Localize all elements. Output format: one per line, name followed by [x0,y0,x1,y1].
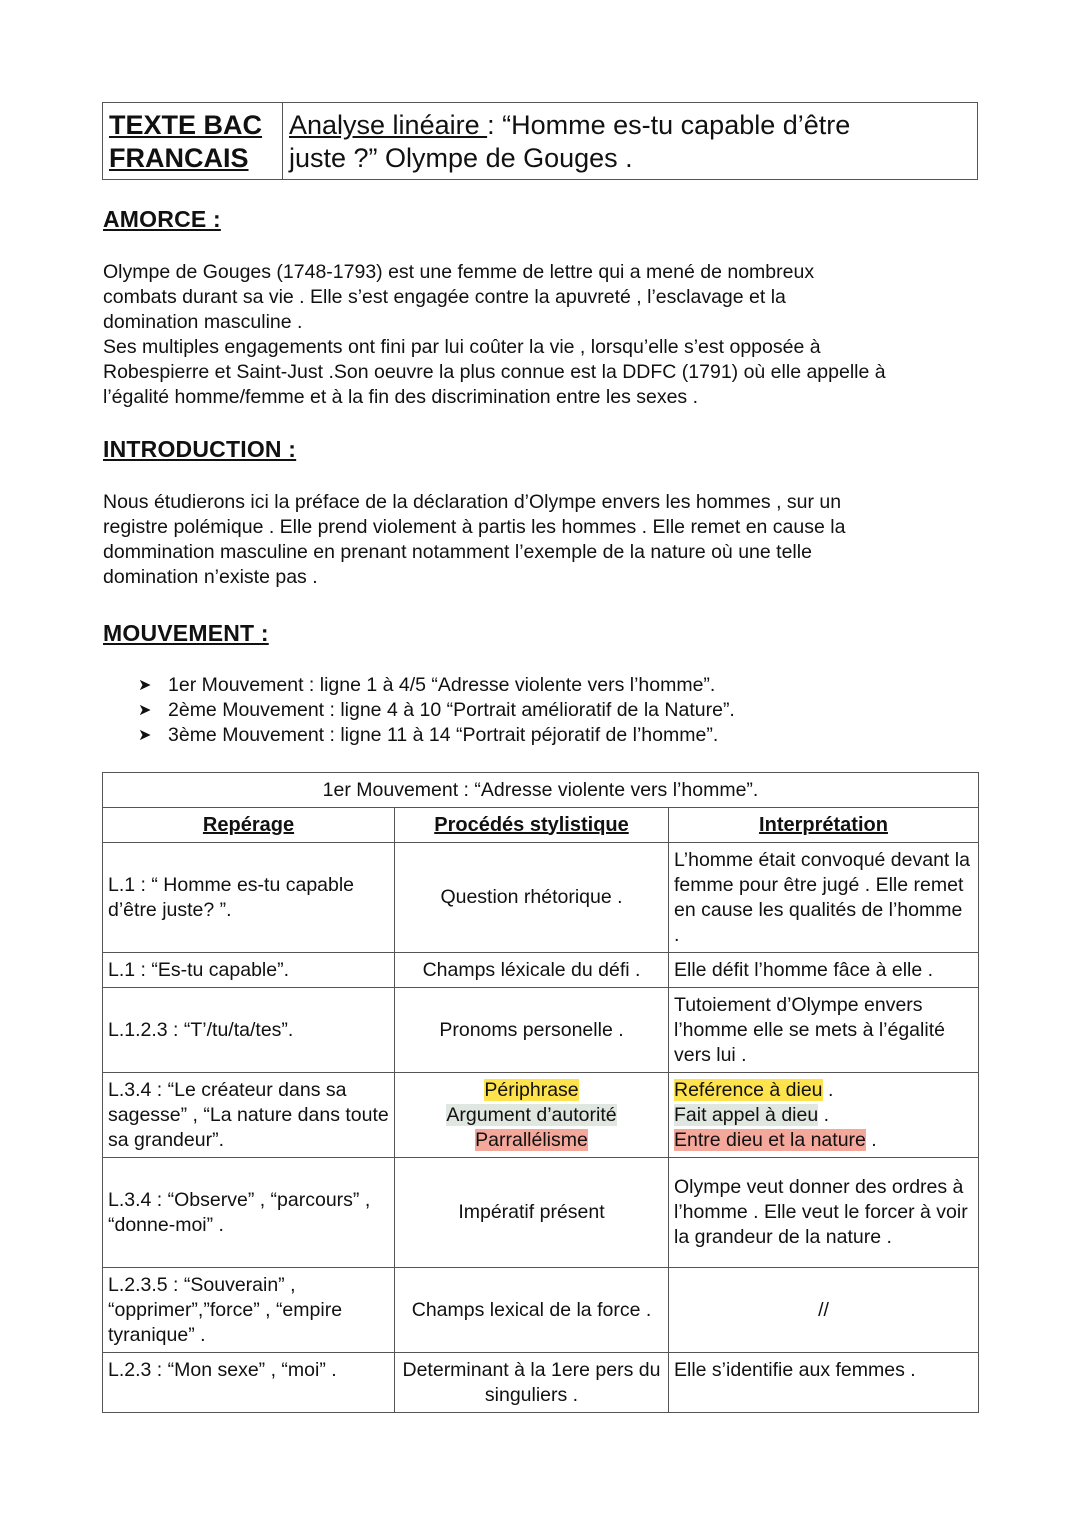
introduction-paragraph [103,490,983,590]
column-header-interpretation: Interprétation [669,808,979,843]
arrow-bullet-icon: ➤ [138,677,152,694]
table-caption-row [103,773,979,808]
cell-interpretation: // [669,1268,979,1353]
amorce-heading: AMORCE : [103,206,221,232]
cell-reperage: L.1 : “Es-tu capable”. [103,953,395,988]
arrow-bullet-icon: ➤ [138,702,152,719]
title-part-1: : “Homme es-tu capable d’être [487,110,851,140]
amorce-line: Ses multiples engagements ont fini par lui coûter la vie , lorsqu’elle s’est opposée à [103,336,821,358]
amorce-line: domination masculine . [103,311,303,333]
highlight-parallelisme: Parrallélisme [475,1128,588,1151]
list-item: ➤ 2ème Mouvement : ligne 4 à 10 “Portrait amélioratif de la Nature”. [138,699,735,721]
cell-procede: Question rhétorique . [395,843,669,953]
subject-line-1: TEXTE BAC [109,110,263,140]
introduction-heading: INTRODUCTION : [103,436,297,462]
highlight-reference: Reférence à dieu [674,1078,823,1101]
cell-reperage: L.2.3.5 : “Souverain” , “opprimer”,”force” , “empire tyranique” . [103,1268,395,1353]
cell-interpretation: Tutoiement d’Olympe envers l’homme elle se mets à l’égalité vers lui . [669,988,979,1073]
subject-line-2: FRANCAIS [109,143,249,173]
cell-procede: Pronoms personelle . [395,988,669,1073]
amorce-line: Olympe de Gouges (1748-1793) est une femme de lettre qui a mené de nombreux [103,261,815,283]
column-header-procedes: Procédés stylistique [395,808,669,843]
cell-reperage: L.3.4 : “Le créateur dans sa sagesse” , “La nature dans toute sa grandeur”. [103,1073,395,1158]
table-row [103,1268,979,1353]
amorce-paragraph [103,260,983,410]
introduction-line: dommination masculine en prenant notamment l’exemple de la nature où une telle [103,541,812,563]
highlight-argument: Argument d’autorité [446,1103,617,1126]
cell-interpretation: Olympe veut donner des ordres à l’homme . Elle veut le forcer à voir la grandeur de la nature . [669,1158,979,1268]
column-header-reperage: Repérage [103,808,395,843]
cell-interpretation: Elle s’identifie aux femmes . [669,1353,979,1413]
mouvement-list [138,673,735,748]
cell-interpretation: L’homme était convoqué devant la femme pour être jugé . Elle remet en cause les qualités de l’homme . [669,843,979,953]
introduction-line: Nous étudierons ici la préface de la déclaration d’Olympe envers les hommes , sur un [103,491,842,513]
cell-reperage: L.2.3 : “Mon sexe” , “moi” . [103,1353,395,1413]
list-item: ➤ 3ème Mouvement : ligne 11 à 14 “Portrait péjoratif de l’homme”. [138,724,719,746]
highlight-dieu-nature: Entre dieu et la nature [674,1128,866,1151]
subject-label [103,103,283,179]
table-header-row [103,808,979,843]
list-item: ➤ 1er Mouvement : ligne 1 à 4/5 “Adresse violente vers l’homme”. [138,674,716,696]
mouvement-heading: MOUVEMENT : [103,620,269,646]
table-row [103,953,979,988]
title-part-2: juste ?” Olympe de Gouges . [289,143,633,173]
arrow-bullet-icon: ➤ [138,727,152,744]
title-box [102,102,978,180]
highlight-periphrase: Périphrase [484,1078,579,1101]
cell-interpretation: Elle défit l’homme fâce à elle . [669,953,979,988]
cell-procede: Impératif présent [395,1158,669,1268]
title-underlined: Analyse linéaire [289,110,488,140]
table-row [103,1073,979,1158]
cell-reperage: L.3.4 : “Observe” , “parcours” , “donne-moi” . [103,1158,395,1268]
table-row [103,1158,979,1268]
cell-interpretation: Reférence à dieu . Fait appel à dieu . Entre dieu et la nature . [669,1073,979,1158]
cell-reperage: L.1 : “ Homme es-tu capable d’être juste? ”. [103,843,395,953]
table-row [103,843,979,953]
cell-procede: Determinant à la 1ere pers du singuliers . [395,1353,669,1413]
amorce-line: Robespierre et Saint-Just .Son oeuvre la plus connue est la DDFC (1791) où elle appelle à [103,361,886,383]
table-row [103,1353,979,1413]
introduction-line: registre polémique . Elle prend violement à partis les hommes . Elle remet en cause la [103,516,846,538]
highlight-appel: Fait appel à dieu [674,1103,819,1126]
table-row [103,988,979,1073]
amorce-line: l’égalité homme/femme et à la fin des discrimination entre les sexes . [103,386,699,408]
amorce-line: combats durant sa vie . Elle s’est engagée contre la apuvreté , l’esclavage et la [103,286,786,308]
cell-procede: Champs lexical de la force . [395,1268,669,1353]
cell-procede [395,1073,669,1158]
cell-procede: Champs léxicale du défi . [395,953,669,988]
analysis-table [102,772,979,1413]
table-caption: 1er Mouvement : “Adresse violente vers l’homme”. [103,773,979,808]
cell-reperage: L.1.2.3 : “T’/tu/ta/tes”. [103,988,395,1073]
introduction-line: domination n’existe pas . [103,566,318,588]
document-title [283,103,977,179]
